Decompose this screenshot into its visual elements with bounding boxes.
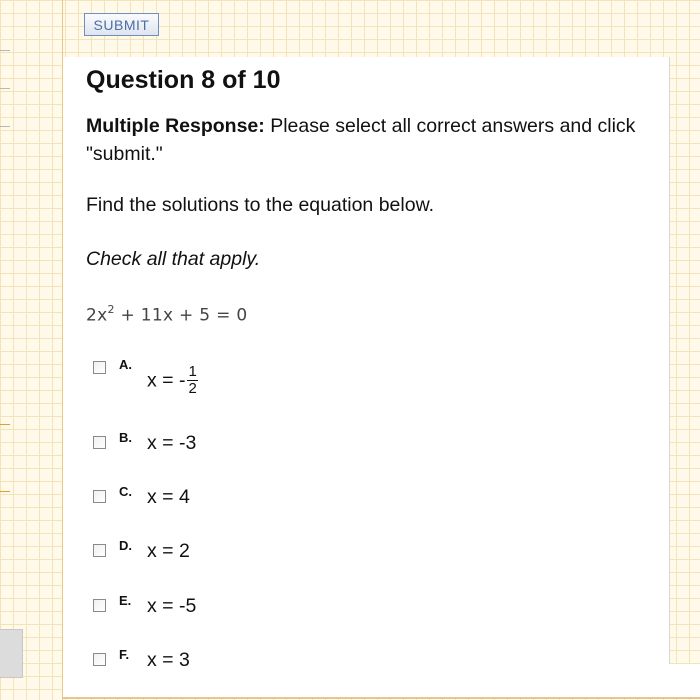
option-letter: F. [119,647,130,662]
checkbox-a[interactable] [93,361,106,374]
equation-rest: + 11x + 5 = 0 [114,305,248,326]
fraction [187,364,197,397]
left-divider [0,491,10,492]
question-title: Question 8 of 10 [86,66,281,94]
equation-exponent: 2 [107,303,115,316]
left-divider [0,424,10,425]
option-text: x = 3 [147,649,190,671]
instruction-text: Please select all correct answers and click "submit." [86,115,636,165]
equation [86,304,247,326]
left-scroll-handle[interactable] [0,629,23,678]
option-text: x = 4 [147,486,190,508]
option-letter: E. [119,593,132,608]
option-text [147,365,198,398]
checkbox-c[interactable] [93,490,106,503]
question-prompt: Find the solutions to the equation below. [86,194,434,216]
submit-button[interactable]: SUBMIT [84,13,159,36]
equation-lead: 2x [86,305,108,326]
check-all-hint: Check all that apply. [86,248,261,270]
checkbox-f[interactable] [93,653,106,666]
checkbox-d[interactable] [93,544,106,557]
instructions [86,112,656,168]
option-text: x = -5 [147,595,197,617]
option-letter: B. [119,430,132,445]
left-divider [0,126,10,127]
fraction-numerator: 1 [188,363,197,380]
fraction-denominator: 2 [188,380,197,397]
checkbox-b[interactable] [93,436,106,449]
option-prefix: x = - [147,369,186,392]
option-letter: D. [119,538,132,553]
left-divider [0,88,10,89]
instruction-label: Multiple Response: [86,115,265,137]
checkbox-e[interactable] [93,599,106,612]
option-text: x = 2 [147,540,190,562]
option-letter: C. [119,484,132,499]
left-divider [0,50,10,51]
left-side-panel [0,0,63,700]
divider [63,697,700,699]
option-letter: A. [119,357,132,372]
option-text: x = -3 [147,432,197,454]
